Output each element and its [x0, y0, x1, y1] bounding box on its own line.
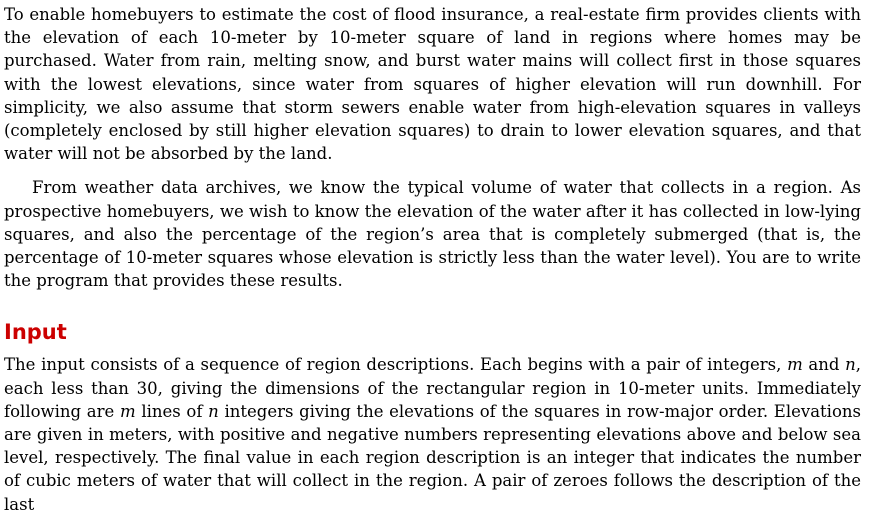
input-text-1: The input consists of a sequence of region descriptions. Each begins with a pair of integers, — [4, 355, 788, 375]
var-n: n — [845, 355, 856, 375]
input-heading: Input — [4, 320, 67, 345]
weather-paragraph: From weather data archives, we know the typical volume of water that collects in a region. As prospective homebuyers, we wish to know the elevation of the water after it has collected in low-lying squares, and also the percentage of the region’s area that is completely submerged (that is, the percentage of 10-meter squares whose elevation is strictly less than the water level). You are to write the program that provides these results. — [4, 178, 861, 291]
intro-paragraph: To enable homebuyers to estimate the cost of flood insurance, a real-estate firm provides clients with the elevation of each 10-meter by 10-meter square of land in regions where homes may be purchased. Water from rain, melting snow, and burst water mains will collect first in those squares with the lowest elevations, since water from squares of higher elevation will run downhill. For simplicity, we also assume that storm sewers enable water from high-elevation squares in valleys (completely enclosed by still higher elevation squares) to drain to lower elevation squares, and that water will not be absorbed by the land. — [4, 5, 861, 164]
var-n-2: n — [208, 401, 219, 421]
input-text-3: , each less than 30, giving the dimensions of the rectangular region in 10-meter units. Immediately following are — [4, 355, 861, 421]
input-text-2: and — [802, 355, 846, 375]
input-paragraph — [4, 353, 861, 515]
var-m: m — [787, 355, 803, 375]
input-text-4: lines of — [135, 401, 209, 421]
input-text-5: integers giving the elevations of the squares in row-major order. Elevations are given in meters, with positive and negative numbers representing elevations above and below sea level, respectively. The final value in each region description is an integer that indicates the number of cubic meters of water that will collect in the region. A pair of zeroes follows the description of the last — [4, 401, 861, 514]
problem-statement — [4, 3, 861, 516]
var-m-2: m — [119, 401, 136, 421]
